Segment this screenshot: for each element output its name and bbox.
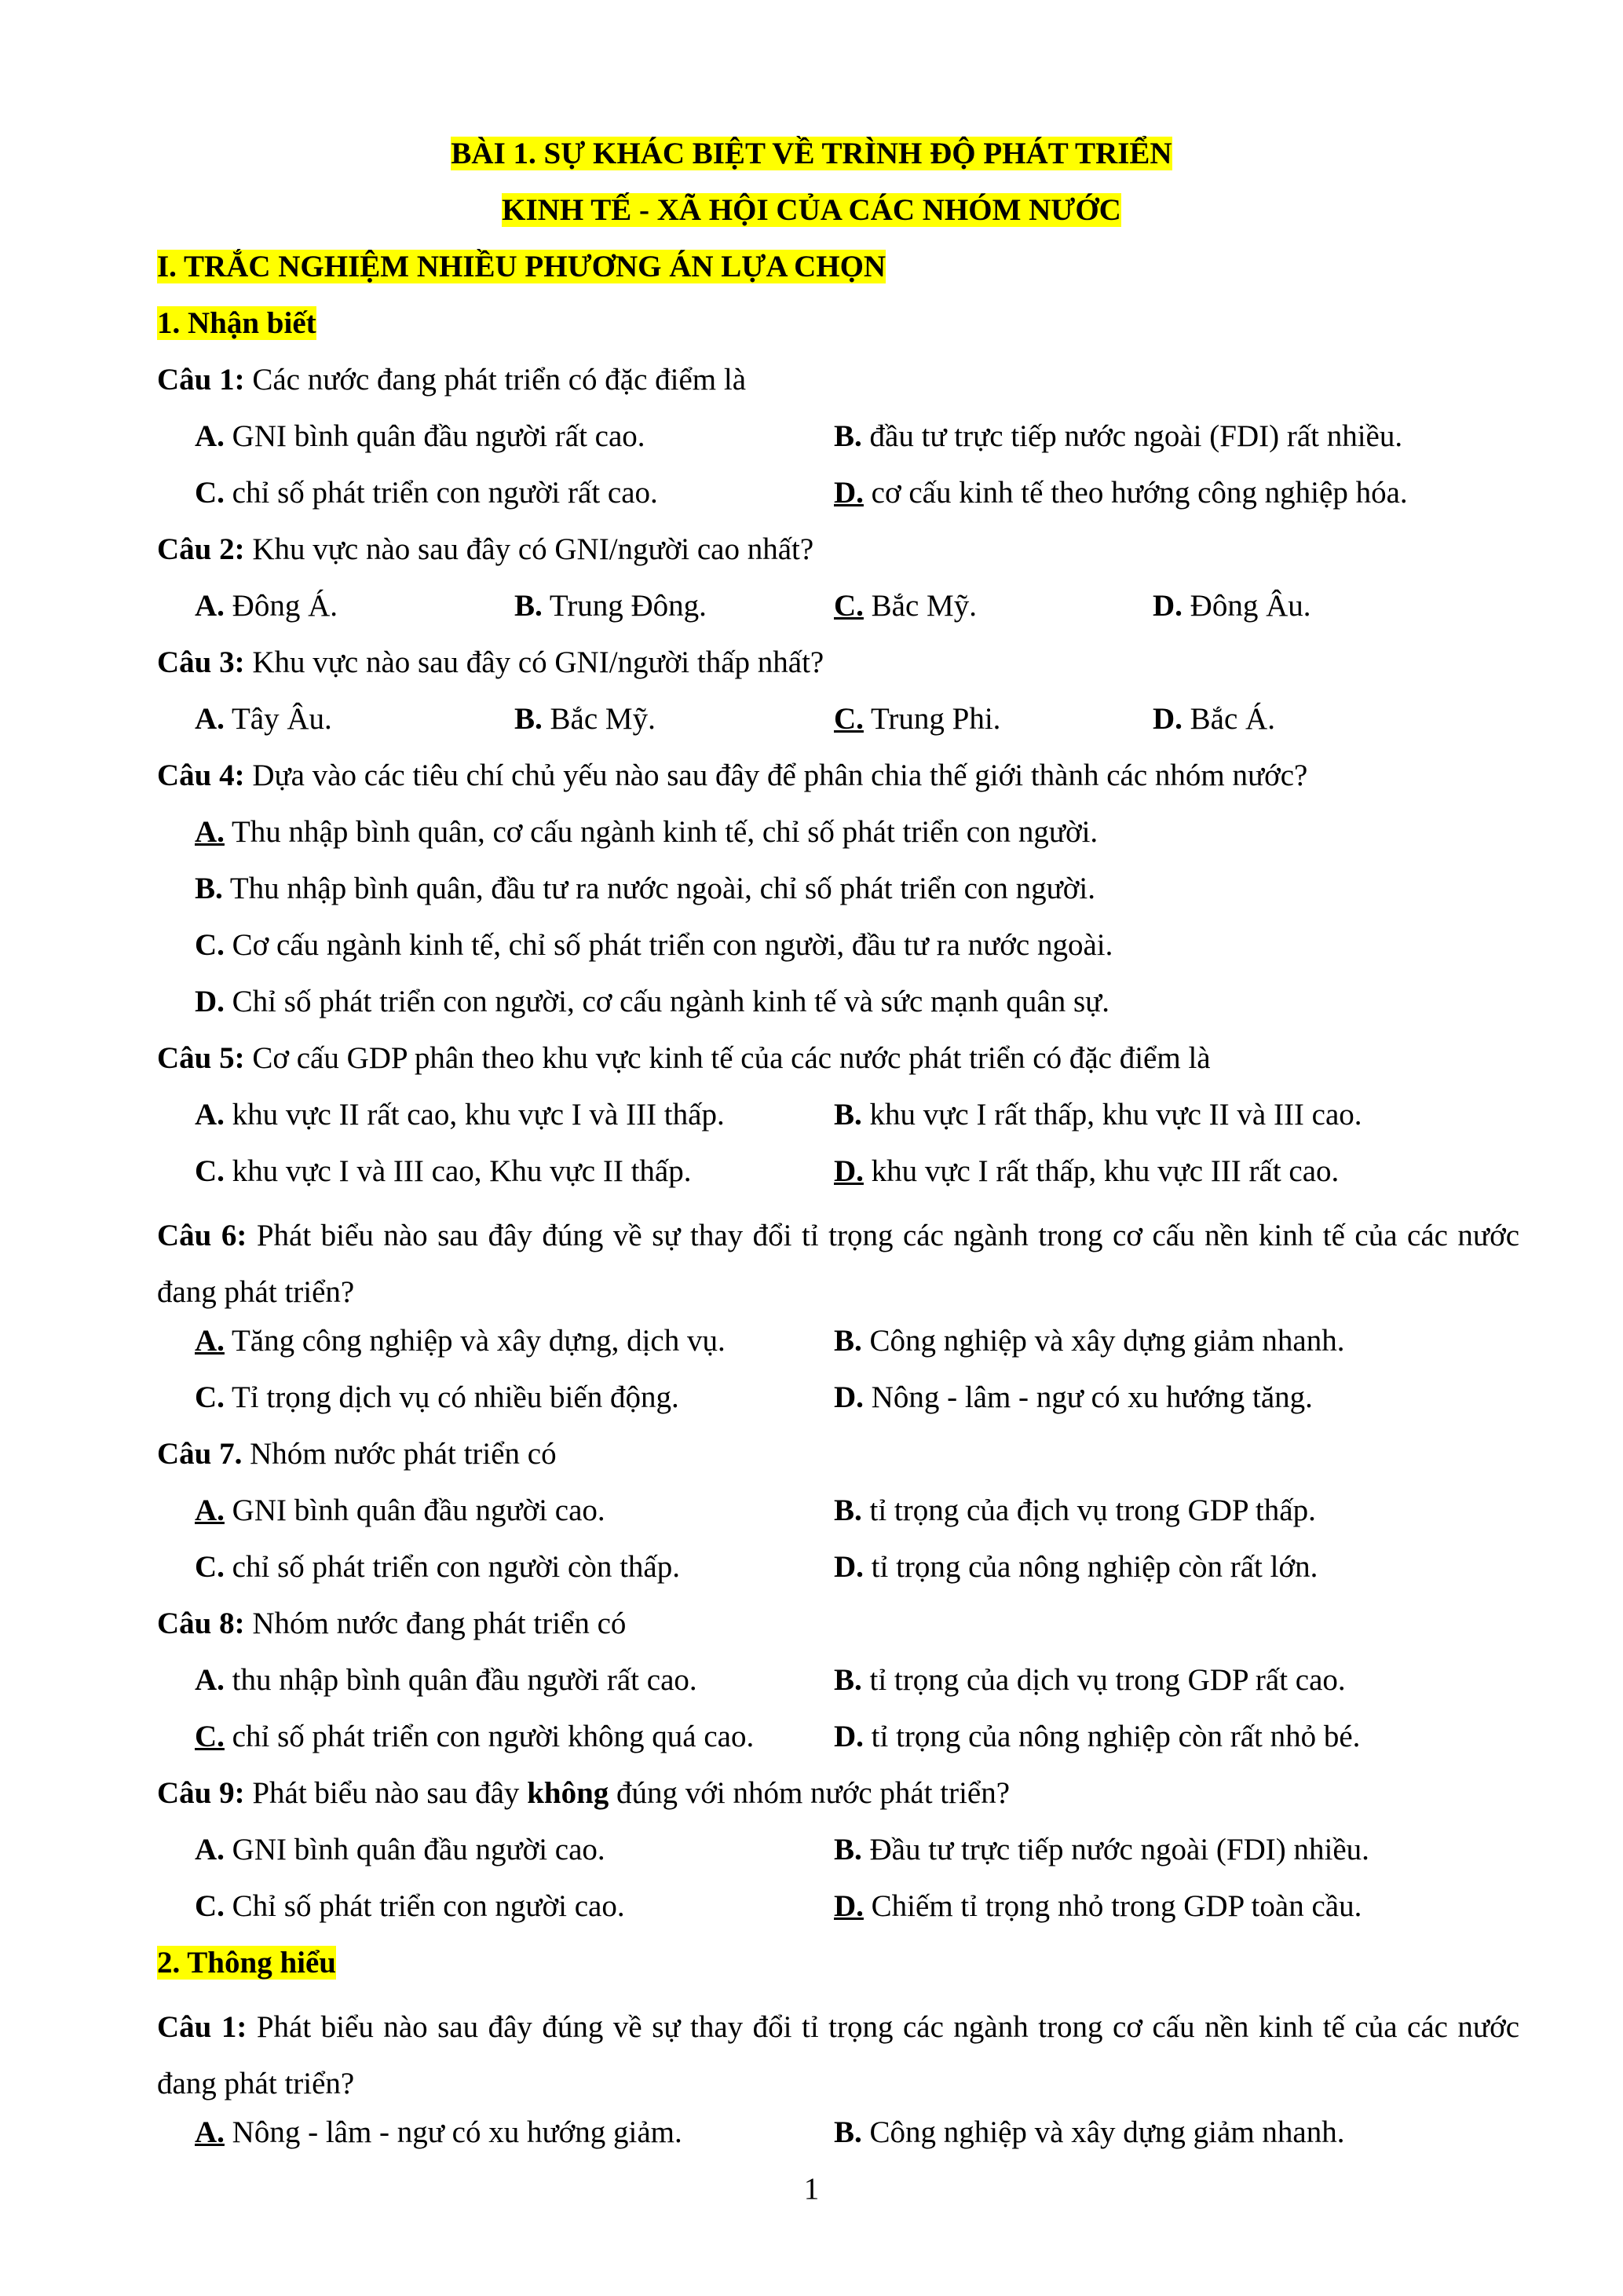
part1-heading	[157, 303, 316, 344]
option-text: Chiếm tỉ trọng nhỏ trong GDP toàn cầu.	[871, 1889, 1362, 1923]
q7-option-b	[834, 1490, 1316, 1531]
q2-option-a	[195, 586, 338, 627]
option-key-correct: C.	[834, 589, 864, 623]
question-1	[157, 360, 746, 400]
option-text: khu vực I và III cao, Khu vực II thấp.	[232, 1154, 692, 1188]
question-emphasis: không	[527, 1776, 609, 1810]
q8-option-c	[195, 1717, 754, 1757]
q6-option-b	[834, 1321, 1344, 1362]
option-text: Tây Âu.	[231, 702, 332, 736]
p2q1-option-a	[195, 2112, 682, 2153]
q9-option-d	[834, 1886, 1362, 1927]
option-text: chỉ số phát triển con người còn thấp.	[232, 1550, 680, 1584]
question-7	[157, 1434, 557, 1475]
option-text: tỉ trọng của nông nghiệp còn rất lớn.	[871, 1550, 1318, 1584]
option-text: tỉ trọng của nông nghiệp còn rất nhỏ bé.	[871, 1720, 1361, 1753]
option-key: B.	[514, 702, 543, 736]
option-text: chỉ số phát triển con người không quá cao.	[232, 1720, 755, 1753]
q1-option-a	[195, 416, 645, 457]
part2-heading	[157, 1943, 336, 1983]
question-text: Các nước đang phát triển có đặc điểm là	[252, 363, 747, 397]
q1-option-b	[834, 416, 1402, 457]
q4-option-c	[195, 925, 1113, 966]
question-number: Câu 4:	[157, 759, 245, 792]
question-2	[157, 529, 813, 570]
option-text: Chỉ số phát triển con người, cơ cấu ngành kinh tế và sức mạnh quân sự.	[232, 985, 1110, 1018]
title-text-1: BÀI 1. SỰ KHÁC BIỆT VỀ TRÌNH ĐỘ PHÁT TRIỂN	[451, 137, 1172, 170]
q6-option-a	[195, 1321, 726, 1362]
option-key: D.	[834, 1380, 864, 1414]
question-text: Phát biểu nào sau đây đúng về sự thay đổi tỉ trọng các ngành trong cơ cấu nền kinh tế của các nước đang phát triển?	[157, 2010, 1520, 2100]
option-text: GNI bình quân đầu người cao.	[232, 1833, 605, 1866]
question-text: Nhóm nước phát triển có	[250, 1437, 557, 1471]
option-text: tỉ trọng của địch vụ trong GDP thấp.	[869, 1493, 1316, 1527]
option-key: B.	[834, 419, 862, 453]
q8-option-a	[195, 1660, 697, 1701]
question-number: Câu 2:	[157, 532, 245, 566]
q5-option-d	[834, 1151, 1339, 1192]
q7-option-a	[195, 1490, 605, 1531]
option-key-correct: A.	[195, 1493, 225, 1527]
question-8	[157, 1603, 626, 1644]
option-key: D.	[195, 985, 225, 1018]
option-text: Bắc Mỹ.	[871, 589, 977, 623]
option-key: C.	[195, 1889, 225, 1923]
option-text: Nông - lâm - ngư có xu hướng tăng.	[871, 1380, 1313, 1414]
option-text: GNI bình quân đầu người cao.	[232, 1493, 605, 1527]
question-6	[157, 1208, 1519, 1321]
q2-option-b	[514, 586, 707, 627]
option-key: B.	[514, 589, 543, 623]
option-key: C.	[195, 1550, 225, 1584]
option-key: B.	[195, 872, 223, 905]
option-key: A.	[195, 702, 225, 736]
question-number: Câu 6:	[157, 1219, 247, 1252]
option-key: C.	[195, 1380, 225, 1414]
q8-option-b	[834, 1660, 1346, 1701]
question-text: Phát biểu nào sau đây đúng về sự thay đổi tỉ trọng các ngành trong cơ cấu nền kinh tế của các nước đang phát triển?	[157, 1219, 1520, 1309]
option-key-correct: A.	[195, 1324, 225, 1358]
q9-option-b	[834, 1830, 1369, 1870]
part1-heading-text: 1. Nhận biết	[157, 306, 316, 340]
option-key: B.	[834, 1663, 862, 1697]
option-key-correct: A.	[195, 2115, 225, 2149]
option-text: GNI bình quân đầu người rất cao.	[232, 419, 645, 453]
option-key: A.	[195, 1663, 225, 1697]
option-text: Chỉ số phát triển con người cao.	[232, 1889, 625, 1923]
question-3	[157, 642, 824, 683]
option-text: Công nghiệp và xây dựng giảm nhanh.	[869, 1324, 1345, 1358]
q3-option-b	[514, 699, 656, 740]
option-key: B.	[834, 1324, 862, 1358]
title-line-1	[0, 133, 1623, 174]
option-text: Nông - lâm - ngư có xu hướng giảm.	[232, 2115, 682, 2149]
question-number: Câu 1:	[157, 363, 245, 397]
q4-option-b	[195, 868, 1095, 909]
option-text: Tỉ trọng dịch vụ có nhiều biến động.	[231, 1380, 679, 1414]
option-key: A.	[195, 419, 225, 453]
option-key: D.	[1153, 589, 1183, 623]
question-text: Phát biểu nào sau đây	[252, 1776, 528, 1810]
option-text: cơ cấu kinh tế theo hướng công nghiệp hóa.	[871, 476, 1408, 510]
option-key: C.	[195, 476, 225, 510]
q3-option-c	[834, 699, 1000, 740]
option-key: B.	[834, 1833, 862, 1866]
q2-option-d	[1153, 586, 1311, 627]
option-key: C.	[195, 1154, 225, 1188]
question-number: Câu 8:	[157, 1607, 245, 1640]
option-text: Bắc Á.	[1190, 702, 1275, 736]
question-number: Câu 5:	[157, 1041, 245, 1075]
option-text: Tăng công nghiệp và xây dựng, dịch vụ.	[231, 1324, 726, 1358]
question-text: đúng với nhóm nước phát triển?	[609, 1776, 1011, 1810]
option-text: khu vực I rất thấp, khu vực II và III cao.	[869, 1098, 1362, 1132]
option-text: Cơ cấu ngành kinh tế, chỉ số phát triển con người, đầu tư ra nước ngoài.	[232, 928, 1113, 962]
page-number: 1	[803, 2172, 820, 2206]
option-text: Thu nhập bình quân, đầu tư ra nước ngoài, chỉ số phát triển con người.	[229, 872, 1095, 905]
question-number: Câu 1:	[157, 2010, 247, 2044]
option-text: khu vực I rất thấp, khu vực III rất cao.	[871, 1154, 1340, 1188]
question-text: Dựa vào các tiêu chí chủ yếu nào sau đây để phân chia thế giới thành các nhóm nước?	[252, 759, 1308, 792]
option-key: D.	[1153, 702, 1183, 736]
question-4	[157, 755, 1307, 796]
option-key: B.	[834, 1493, 862, 1527]
q4-option-d	[195, 982, 1109, 1022]
p2q1-option-b	[834, 2112, 1344, 2153]
option-key-correct: D.	[834, 476, 864, 510]
question-text: Cơ cấu GDP phân theo khu vực kinh tế của các nước phát triển có đặc điểm là	[252, 1041, 1211, 1075]
option-text: Trung Đông.	[549, 589, 707, 623]
q1-option-c	[195, 473, 658, 514]
option-key: C.	[195, 928, 225, 962]
option-key: B.	[834, 1098, 862, 1132]
option-key: A.	[195, 1098, 225, 1132]
section-heading	[157, 247, 886, 287]
option-text: Trung Phi.	[870, 702, 1001, 736]
option-key-correct: C.	[195, 1720, 225, 1753]
q5-option-a	[195, 1095, 725, 1135]
q8-option-d	[834, 1717, 1360, 1757]
q6-option-d	[834, 1377, 1313, 1418]
option-key-correct: A.	[195, 815, 225, 849]
q4-option-a	[195, 812, 1098, 853]
title-line-2	[0, 190, 1623, 231]
option-text: đầu tư trực tiếp nước ngoài (FDI) rất nhiều.	[869, 419, 1403, 453]
q3-option-a	[195, 699, 332, 740]
option-text: khu vực II rất cao, khu vực I và III thấp.	[232, 1098, 725, 1132]
question-number: Câu 9:	[157, 1776, 245, 1810]
question-5	[157, 1038, 1211, 1079]
q3-option-d	[1153, 699, 1275, 740]
section-heading-text: I. TRẮC NGHIỆM NHIỀU PHƯƠNG ÁN LỰA CHỌN	[157, 250, 886, 283]
option-key: A.	[195, 589, 225, 623]
question-text: Nhóm nước đang phát triển có	[252, 1607, 627, 1640]
option-key: D.	[834, 1550, 864, 1584]
option-key-correct: C.	[834, 702, 864, 736]
option-key-correct: D.	[834, 1889, 864, 1923]
q9-option-c	[195, 1886, 625, 1927]
question-number: Câu 7.	[157, 1437, 243, 1471]
option-text: tỉ trọng của dịch vụ trong GDP rất cao.	[869, 1663, 1346, 1697]
option-text: Đầu tư trực tiếp nước ngoài (FDI) nhiều.	[869, 1833, 1369, 1866]
option-key-correct: D.	[834, 1154, 864, 1188]
q5-option-b	[834, 1095, 1362, 1135]
question-text: Khu vực nào sau đây có GNI/người thấp nhất?	[252, 645, 824, 679]
q2-option-c	[834, 586, 977, 627]
q9-option-a	[195, 1830, 605, 1870]
option-key: A.	[195, 1833, 225, 1866]
q1-option-d	[834, 473, 1408, 514]
option-text: Đông Á.	[232, 589, 338, 623]
option-key: D.	[834, 1720, 864, 1753]
question-text: Khu vực nào sau đây có GNI/người cao nhất?	[252, 532, 814, 566]
part2-question-1	[157, 1999, 1519, 2112]
q6-option-c	[195, 1377, 679, 1418]
title-text-2: KINH TẾ - XÃ HỘI CỦA CÁC NHÓM NƯỚC	[502, 193, 1121, 227]
option-text: Thu nhập bình quân, cơ cấu ngành kinh tế, chỉ số phát triển con người.	[231, 815, 1098, 849]
option-text: chỉ số phát triển con người rất cao.	[232, 476, 658, 510]
q5-option-c	[195, 1151, 691, 1192]
part2-heading-text: 2. Thông hiểu	[157, 1946, 336, 1980]
option-text: Đông Âu.	[1190, 589, 1311, 623]
q7-option-d	[834, 1547, 1318, 1588]
option-text: Công nghiệp và xây dựng giảm nhanh.	[869, 2115, 1345, 2149]
option-text: thu nhập bình quân đầu người rất cao.	[232, 1663, 697, 1697]
option-text: Bắc Mỹ.	[550, 702, 656, 736]
q7-option-c	[195, 1547, 680, 1588]
option-key: B.	[834, 2115, 862, 2149]
question-number: Câu 3:	[157, 645, 245, 679]
question-9	[157, 1773, 1010, 1814]
